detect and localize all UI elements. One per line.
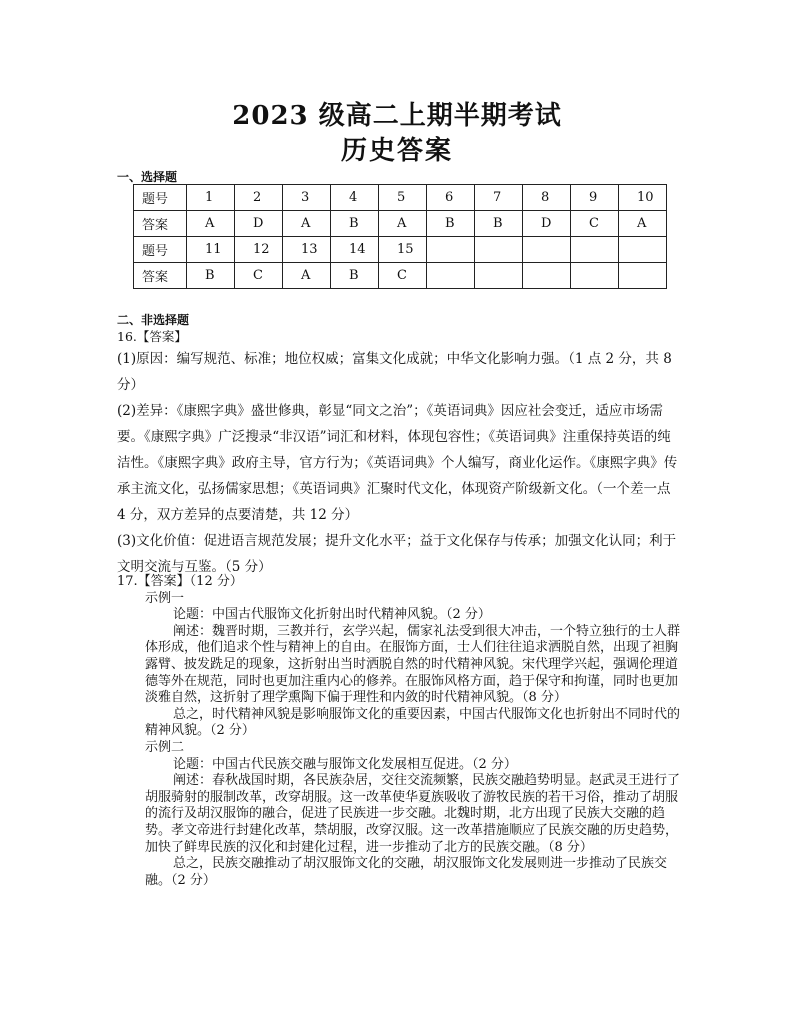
table-cell-text: 9 — [589, 190, 598, 205]
table-cell — [475, 185, 523, 211]
table-cell — [331, 185, 379, 211]
table-cell — [187, 185, 235, 211]
q17-example1-topic: 论题：中国古代服饰文化折射出时代精神风貌。（2 分） — [173, 607, 491, 623]
table-cell-text: 2 — [253, 190, 262, 205]
q16-part2: (2)差异：《康熙字典》盛世修典，彰显“同文之治”；《英语词典》因应社会变迁，适应市场需要。《康熙字典》广泛搜录“非汉语”词汇和材料，体现包容性；《英语词典》注重保持英语的纯洁性。《康熙字典》政府主导，官方行为；《英语词典》个人编写，商业化运作。《康熙字典》传承主流文化，弘扬儒家思想；《英语词典》汇聚时代文化，体现资产阶级新文化。（一个差一点 4 分，双方差异的点要清楚，共 12 分） — [117, 403, 678, 523]
q16-heading: 16.【答案】 — [117, 329, 187, 344]
table-cell — [427, 263, 475, 289]
table-cell — [235, 263, 283, 289]
section-non-choice: 二、非选择题 — [117, 313, 190, 327]
table-cell — [331, 263, 379, 289]
table-cell-text: 5 — [397, 190, 406, 205]
question-17 — [117, 574, 682, 889]
table-cell-text: 1 — [205, 190, 214, 205]
table-cell — [571, 237, 619, 263]
q17-example2-summary: 总之，民族交融推动了胡汉服饰文化的交融，胡汉服饰文化发展则进一步推动了民族交融。（2 分） — [145, 856, 668, 888]
q16-part1: (1)原因：编写规范、标准；地位权威；富集文化成就；中华文化影响力强。（1 点 2 分，共 8 分） — [117, 351, 672, 393]
table-cell-text: B — [349, 268, 359, 283]
table-cell — [235, 211, 283, 237]
q17-example2-label: 示例二 — [145, 739, 185, 755]
table-cell-text: D — [541, 216, 552, 231]
table-cell — [571, 211, 619, 237]
table-cell — [235, 237, 283, 263]
table-row-header: 答案 — [134, 211, 187, 237]
table-cell — [283, 237, 331, 263]
table-cell-text: 12 — [253, 242, 270, 257]
table-cell — [571, 263, 619, 289]
exam-subtitle: 历史答案 — [340, 136, 453, 166]
table-cell — [523, 237, 571, 263]
table-cell — [283, 263, 331, 289]
table-cell — [331, 237, 379, 263]
table-cell — [379, 263, 427, 289]
answer-table — [133, 184, 667, 289]
table-cell-text: A — [637, 216, 647, 231]
table-cell-text: C — [589, 216, 599, 231]
table-cell — [427, 211, 475, 237]
table-cell-text: C — [253, 268, 263, 283]
table-cell-text: 3 — [301, 190, 310, 205]
q17-example1-summary: 总之，时代精神风貌是影响服饰文化的重要因素，中国古代服饰文化也折射出不同时代的精神风貌。（2 分） — [145, 706, 681, 739]
q17-example1-label: 示例一 — [145, 590, 185, 606]
table-cell — [523, 263, 571, 289]
table-cell-text: 14 — [349, 242, 366, 257]
table-cell-text: A — [301, 216, 311, 231]
table-cell-text: 15 — [397, 242, 414, 257]
table-cell-text: 11 — [205, 242, 222, 257]
table-cell-text: 6 — [445, 190, 454, 205]
table-cell — [187, 211, 235, 237]
q17-example1-body: 阐述：魏晋时期，三教并行，玄学兴起，儒家礼法受到很大冲击，一个特立独行的士人群体形成，他们追求个性与精神上的自由。在服饰方面，士人们往往追求洒脱自然，出现了袒胸露臂、披发跣足的现象，这折射出当时洒脱自然的时代精神风貌。宋代理学兴起，强调伦理道德等外在规范，同时也更加注重内心的修养。在服饰风格方面，趋于保守和拘谨，同时也更加淡雅自然，这折射了理学熏陶下偏于理性和内敛的时代精神风貌。（8 分） — [145, 623, 681, 706]
table-cell-text: 7 — [493, 190, 502, 205]
table-cell — [187, 237, 235, 263]
table-cell — [427, 237, 475, 263]
table-row-header: 题号 — [134, 237, 187, 263]
table-cell-text: B — [349, 216, 359, 231]
table-cell — [475, 237, 523, 263]
table-cell-text: 8 — [541, 190, 550, 205]
q17-example2-body: 阐述：春秋战国时期，各民族杂居，交往交流频繁，民族交融趋势明显。赵武灵王进行了胡服骑射的服制改革，改穿胡服。这一改革使华夏族吸收了游牧民族的若干习俗，推动了胡服的流行及胡汉服饰的融合，促进了民族进一步交融。北魏时期，北方出现了民族大交融的趋势。孝文帝进行封建化改革，禁胡服，改穿汉服。这一改革措施顺应了民族交融的历史趋势，加快了鲜卑民族的汉化和封建化过程，进一步推动了北方的民族交融。（8 分） — [145, 773, 681, 855]
table-cell — [619, 237, 667, 263]
table-cell-text: A — [397, 216, 407, 231]
section-multiple-choice: 一、选择题 — [117, 170, 178, 184]
table-cell — [283, 211, 331, 237]
table-cell — [379, 211, 427, 237]
table-cell-text: D — [253, 216, 264, 231]
table-cell-text: B — [205, 268, 215, 283]
table-cell — [379, 185, 427, 211]
table-cell — [379, 237, 427, 263]
table-cell-text: A — [205, 216, 215, 231]
table-row-header: 题号 — [134, 185, 187, 211]
table-cell — [427, 185, 475, 211]
table-cell — [619, 263, 667, 289]
table-cell-text: B — [445, 216, 455, 231]
table-cell — [523, 211, 571, 237]
table-cell-text: 13 — [301, 242, 318, 257]
table-cell — [283, 185, 331, 211]
table-row — [134, 185, 667, 211]
table-row — [134, 211, 667, 237]
question-16 — [117, 330, 682, 580]
table-cell — [187, 263, 235, 289]
table-cell — [571, 185, 619, 211]
table-cell — [523, 185, 571, 211]
table-cell — [235, 185, 283, 211]
q17-heading: 17.【答案】（12 分） — [117, 574, 243, 589]
table-cell-text: 10 — [637, 190, 654, 205]
table-cell — [331, 211, 379, 237]
table-cell-text: C — [397, 268, 407, 283]
table-cell-text: 4 — [349, 190, 358, 205]
table-row — [134, 237, 667, 263]
q17-example2-topic: 论题：中国古代民族交融与服饰文化发展相互促进。（2 分） — [173, 756, 517, 772]
table-cell — [619, 185, 667, 211]
table-cell — [475, 211, 523, 237]
table-cell — [475, 263, 523, 289]
table-cell-text: B — [493, 216, 503, 231]
q16-part3: (3)文化价值：促进语言规范发展；提升文化水平；益于文化保存与传承；加强文化认同；利于文明交流与互鉴。（5 分） — [117, 533, 677, 575]
exam-title: 2023 级高二上期半期考试 — [232, 101, 562, 131]
table-row — [134, 263, 667, 289]
table-cell — [619, 211, 667, 237]
table-row-header: 答案 — [134, 263, 187, 289]
table-cell-text: A — [301, 268, 311, 283]
